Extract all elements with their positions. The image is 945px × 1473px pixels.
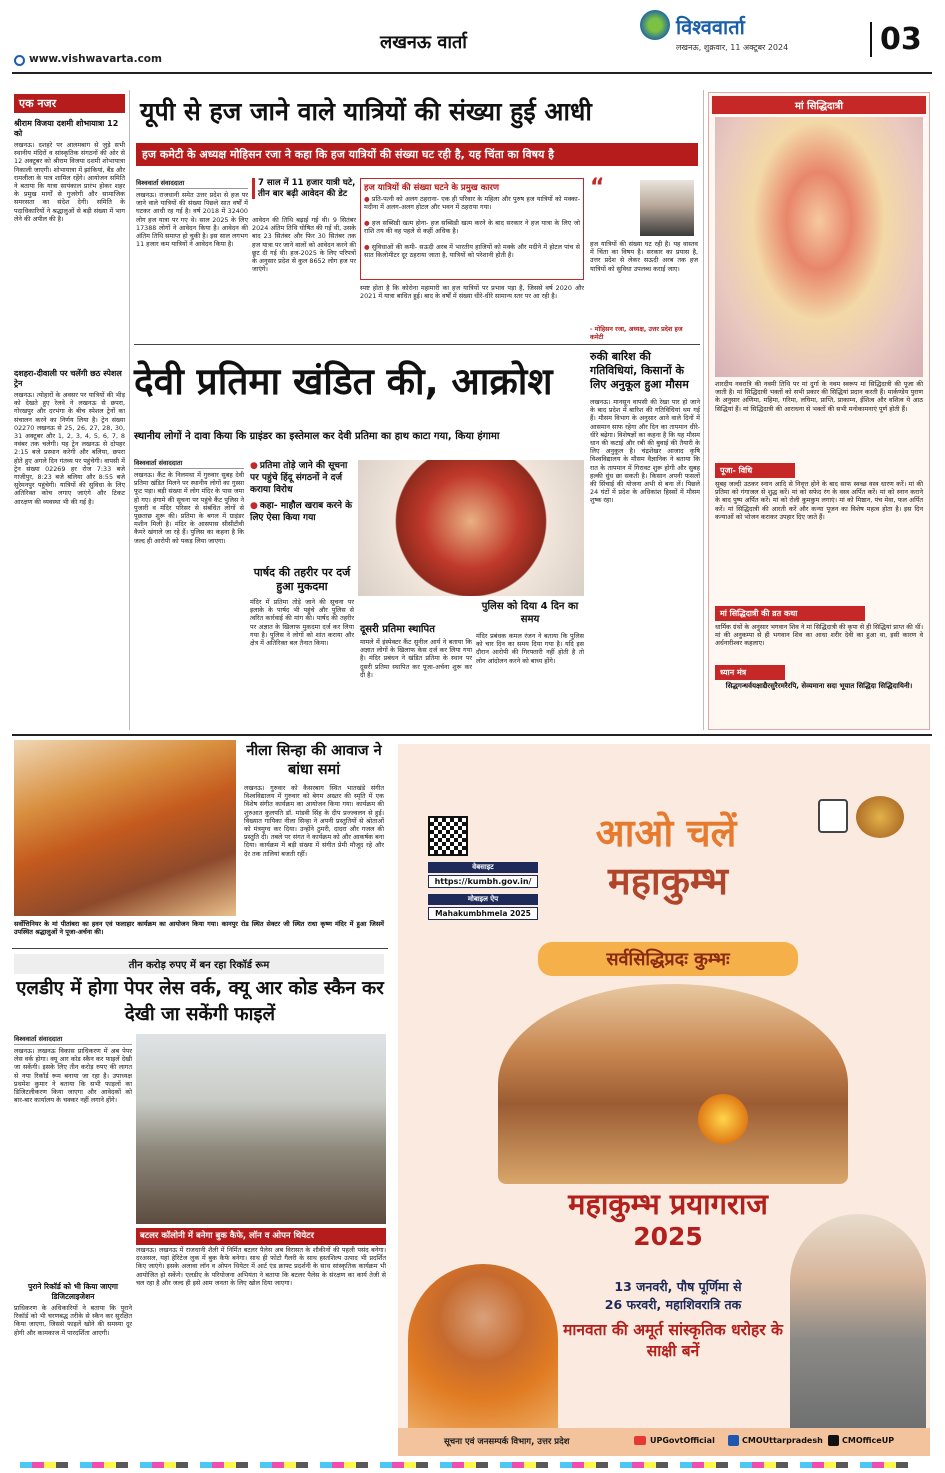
ek-nazar-item1-head: श्रीराम विजया दशमी शोभायात्रा 12 को — [14, 119, 119, 138]
ad-tagline: मानवता की अमूर्त सांस्कृतिक धरोहर के साक्षी बनें — [563, 1321, 783, 1360]
haj-highlight-box — [252, 178, 356, 214]
haj-reason3: ● सुविधाओं की कमी- सऊदी अरब में भारतीय हाजियों को मक्के और मदीने में होटल पांच से सात किलोमीटर दूर ठहराया जाता है, यात्रियों को परेशानी होती है। — [364, 243, 580, 269]
devi-bullets — [250, 460, 354, 560]
lda-body1: लखनऊ। लखनऊ विकास प्राधिकरण में अब पेपर लेस वर्क होगा। क्यू आर कोड स्कैन कर फाइलें देखी जा सकेंगी। इसके लिए तीन करोड़ रुपए की लागत से नया रिकॉर्ड रूम बनाया जा रहा है। उपाध्यक्ष प्रथमेश कुमार ने बताया कि सभी फाइलों का डिजिटलीकरण किया जाएगा और आवेदकों को बार-बार कार्यालय के चक्कर नहीं लगाने होंगे। — [14, 1047, 132, 1105]
devi-bullet2: ● कहा- माहौल खराब करने के लिए ऐसा किया गया — [250, 500, 354, 524]
devi-subhead: स्थानीय लोगों ने दावा किया कि ग्राइंडर का इस्तेमाल कर देवी प्रतिमा का हाथ काटा गया, किया हंगामा — [134, 431, 500, 442]
haj-headline: यूपी से हज जाने वाले यात्रियों की संख्या हुई आधी — [140, 97, 592, 126]
goddess-image — [715, 117, 923, 377]
ad-footer — [398, 1428, 930, 1456]
ad-event-name: महाकुम्भ प्रयागराज — [568, 1187, 768, 1221]
masthead-rule — [12, 72, 932, 74]
color-registration-strip — [20, 1462, 920, 1468]
ad-website-url[interactable]: https://kumbh.gov.in/ — [428, 875, 538, 888]
ad-social2[interactable]: CMOUttarpradesh — [742, 1436, 823, 1445]
facebook-icon — [728, 1435, 739, 1446]
ad-title-line1: आओ चलें — [595, 810, 737, 855]
ek-nazar-title: एक नजर — [14, 94, 125, 113]
lda-byline: विश्ववार्ता संवाददाता — [14, 1034, 132, 1045]
mid-rule — [12, 734, 932, 736]
brand-name: विश्ववार्ता — [676, 15, 745, 39]
mahakumbh-logo-icon — [856, 796, 904, 838]
ad-banner: सर्वसिद्धिप्रदः कुम्भः — [538, 942, 798, 976]
ek-nazar-column — [14, 94, 125, 730]
rain-body: लखनऊ। मानसून वापसी की रेखा पार हो जाने के बाद प्रदेश में बारिश की गतिविधियां थम गई हैं। मौसम विभाग के अनुसार आने वाले दिनों में आसमान साफ रहेगा और दिन का तापमान धीरे-धीरे बढ़ेगा। विशेषज्ञों का कहना है कि यह मौसम धान की कटाई और रबी की बुवाई की तैयारी के लिए अनुकूल है। चंद्रशेखर आजाद कृषि विश्वविद्यालय के मौसम वैज्ञानिक ने बताया कि रात के तापमान में गिरावट शुरू होगी और सुबह हल्की धुंध छा सकती है। किसान अपनी फसलों की सिंचाई की योजना अभी से बना लें। पिछले 24 घंटों में प्रदेश के अधिकांश हिस्सों में मौसम शुष्क रहा। — [590, 398, 700, 505]
lda-col1 — [14, 1034, 132, 1454]
havan-photo — [14, 740, 236, 916]
ek-nazar-item2-head: दशहरा-दीवाली पर चलेंगी छठ स्पेशल ट्रेन — [14, 369, 122, 388]
havan-caption: सर्वोत्तिनियर के मां पीतांबरा का हवन एवं फलाहार कार्यक्रम का आयोजन किया गया। कानपुर रोड स्थित सेक्टर जी स्थित राधा कृष्ण मंदिर में हुआ जिसमें उपस्थित श्रद्धालुओं ने पूजा-अर्चना की। — [14, 920, 384, 937]
pm-modi-photo — [790, 1214, 926, 1444]
devi-col1 — [134, 458, 244, 730]
vidhi-title: पूजा- विधि — [715, 463, 795, 478]
globe-icon — [14, 55, 25, 66]
ad-qr-code[interactable] — [428, 816, 468, 856]
devi-bullet1: ● प्रतिमा तोड़े जाने की सूचना पर पहुंचे हिंदू संगठनों ने दर्ज कराया विरोध — [250, 460, 354, 496]
lda-sub1: पुराने रिकॉर्ड को भी किया जाएगा डिजिटलाइजेशन — [28, 1282, 118, 1301]
ad-dates-line2: 26 फरवरी, महाशिवरात्रि तक — [604, 1297, 742, 1312]
mantra-body: सिद्धगन्धर्वयक्षाद्यैरसुरैरमरैरपि, सेव्यमाना सदा भूयात सिद्धिदा सिद्धिदायिनी। — [725, 682, 913, 690]
ad-dates-line1: 13 जनवरी, पौष पूर्णिमा से — [614, 1279, 742, 1294]
haj-reasons-box — [360, 178, 584, 280]
haj-body1: लखनऊ। राजधानी समेत उत्तर प्रदेश से हज पर जाने वाले यात्रियों की संख्या पिछले सात वर्षों में घटकर आधी रह गई है। वर्ष 2018 में 32400 लोग हज यात्रा पर गए थे। साल 2025 के लिए 17388 लोगों ने आवेदन किया है। आवेदन की अंतिम तिथि समाप्त हो चुकी है। इस साल लगभग 11 हजार कम यात्रियों ने आवेदन किया है। — [136, 191, 248, 249]
om-kalash-icon — [698, 1094, 748, 1144]
ad-title-line2: महाकुम्भ — [607, 858, 729, 903]
haj-body2: आवेदन की तिथि बढ़ाई गई थी। 9 सितंबर 2024 अंतिम तिथि घोषित की गई थी, उसके बाद 23 सितंबर और फिर 30 सितंबर तक हज यात्रा पर जाने वालों को आवेदन करने की छूट दी गई थी। हज-2025 के लिए परिपत्रों के अनुसार प्रदेश से कुल 8652 लोग हज पर जाएंगे। — [252, 216, 356, 274]
lda-headline: एलडीए में होगा पेपर लेस वर्क, क्यू आर कोड स्कैन कर देखी जा सकेंगी फाइलें — [16, 978, 384, 1025]
rain-headline: रुकी बारिश की गतिविधियां, किसानों के लिए अनुकूल हुआ मौसम — [590, 350, 689, 391]
lda-kicker: तीन करोड़ रुपए में बन रहा रिकॉर्ड रूम — [14, 954, 384, 974]
devi-body4: मंदिर प्रबंधक कमल रंजन ने बताया कि पुलिस को चार दिन का समय दिया गया है। यदि इस दौरान आरोपी की गिरफ्तारी नहीं होती है तो लोग आंदोलन करने को बाध्य होंगे। — [476, 632, 584, 665]
ad-website-label: वेबसाइट — [428, 862, 538, 873]
devi-body3: मामले में इंस्पेक्टर कैंट सुनील आर्य ने बताया कि अज्ञात लोगों के खिलाफ केस दर्ज कर लिया गया है। मंदिर प्रबंधन ने खंडित प्रतिमा के स्थान पर दूसरी प्रतिमा स्थापित कर पूजा-अर्चना शुरू कर दी है। — [360, 638, 472, 679]
devi-second-statue-head: दूसरी प्रतिमा स्थापित — [360, 624, 435, 635]
katha-body: धार्मिक ग्रंथों के अनुसार भगवान शिव ने मां सिद्धिदात्री की कृपा से ही सिद्धियां प्राप्त की थीं। मां की अनुकम्पा से ही भगवान शिव का आधा शरीर देवी का हुआ था, इसी कारण वे अर्धनारीश्वर कहलाए। — [715, 623, 923, 648]
haj-rule — [134, 344, 700, 345]
ad-social1[interactable]: UPGovtOfficial — [650, 1436, 715, 1445]
lda-body2: प्राधिकरण के अधिकारियों ने बताया कि पुराने रिकॉर्ड को भी चरणबद्ध तरीके से स्कैन कर सुरक्षित किया जाएगा, जिससे फाइलें खोने की समस्या दूर होगी और कामकाज में पारदर्शिता आएगी। — [14, 1304, 132, 1337]
haj-quote-author: - मोहिसन रजा, अध्यक्ष, उत्तर प्रदेश हज कमेटी — [590, 326, 683, 341]
ad-app-name[interactable]: Mahakumbhmela 2025 — [428, 907, 538, 920]
col-divider — [129, 90, 130, 730]
devi-byline: विश्ववार्ता संवाददाता — [134, 458, 244, 469]
x-twitter-icon — [828, 1435, 839, 1446]
katha-title: मां सिद्धिदात्री की व्रत कथा — [715, 606, 865, 621]
haj-reasons-title: हज यात्रियों की संख्या घटने के प्रमुख कारण — [364, 183, 500, 193]
haj-highlight: 7 साल में 11 हजार यात्री घटे, तीन बार बढ़ी आवेदन की डेट — [252, 178, 356, 199]
vidhi-body: सुबह जल्दी उठकर स्नान आदि से निवृत्त होने के बाद साफ स्वच्छ वस्त्र धारण करें। मां की प्रतिमा को गंगाजल से शुद्ध करें। मां को सफेद रंग के वस्त्र अर्पित करें। मां को स्नान कराने के बाद पुष्प अर्पित करें। मां को रोली कुमकुम लगाएं। मां को मिष्ठान, पंच मेवा, फल अर्पित करें। मां सिद्धिदात्री की आरती करें और कन्या पूजन का विशेष महत्व होता है। इस दिन कन्याओं को भोजन कराकर उपहार दिए जाते हैं। — [715, 480, 923, 521]
yogi-adityanath-photo — [408, 1264, 558, 1444]
butler-headline: बटलर कॉलोनी में बनेगा बुक कैफे, लॉन व ओपन थियेटर — [136, 1228, 386, 1245]
devi-police-box: पुलिस को दिया 4 दिन का समय — [481, 601, 579, 625]
ad-footer-dept: सूचना एवं जनसम्पर्क विभाग, उत्तर प्रदेश — [444, 1437, 570, 1447]
mantra-title: ध्यान मंत्र — [715, 665, 785, 680]
haj-col1 — [136, 178, 248, 261]
section-title: लखनऊ वार्ता — [380, 32, 467, 53]
page-number: 03 — [870, 22, 922, 57]
website-link[interactable]: www.vishwavarta.com — [29, 53, 162, 65]
butler-body: लखनऊ। लखनऊ में राजधानी शैली में निर्मित बटलर पैलेस अब विरासत के शौकीनों की पहली पसंद बनेगा। दरअसल, यहां हेरिटेज लुक में बुक कैफे बनेगा। साथ ही फोटो गैलरी के साथ हस्तशिल्प उत्पाद भी प्रदर्शित किए जाएंगे। इसके अलावा लॉन व ओपन थियेटर में आर्ट एंड क्राफ्ट प्रदर्शनी के साथ सांस्कृतिक कार्यक्रम भी आयोजित हो सकेंगे। एलडीए के परियोजना अभियंता ने बताया कि बटलर पैलेस के संरक्षण का कार्य तेजी से चल रहा है और जल्द ही इसे आम जनता के लिए खोल दिया जाएगा। — [136, 1246, 386, 1287]
haj-quote-box — [590, 175, 698, 341]
haj-byline: विश्ववार्ता संवाददाता — [136, 178, 248, 189]
quote-icon: “ — [590, 175, 605, 200]
siddhidatri-panel — [708, 92, 930, 730]
haj-body3: स्पष्ट होता है कि कोरोना महामारी का हज यात्रियों पर प्रभाव पड़ा है, जिससे वर्ष 2020 और 2021 में यात्रा बाधित हुई। बाद के वर्षों में संख्या धीरे-धीरे सामान्य स्तर पर आ रही है। — [360, 284, 584, 301]
up-govt-emblem-icon — [818, 799, 848, 833]
logo-icon — [640, 10, 670, 40]
dateline: लखनऊ, शुक्रवार, 11 अक्टूबर 2024 — [676, 43, 789, 52]
ad-event-year: 2025 — [633, 1222, 703, 1251]
lda-rule — [12, 948, 388, 949]
ad-app-label: मोबाइल ऐप — [428, 894, 538, 905]
haj-reason2: ● हज सब्सिडी खत्म होना- हज सब्सिडी खत्म करने के बाद सरकार ने हज यात्रा के लिए जो राशि तय की वह पहले से कहीं अधिक है। — [364, 219, 580, 243]
ek-nazar-item1-body: लखनऊ। दशहरे पर आलमबाग से जुड़े सभी स्थानीय मंदिरों व सांस्कृतिक संगठनों की ओर से 12 अक्टूबर को श्रीराम विजया दशमी शोभायात्रा निकाली जाएगी। शोभायात्रा में झांकियां, बैंड और रामलीला के पात्र शामिल रहेंगे। आयोजन समिति ने बताया कि यात्रा सायंकाल प्रारंभ होकर शहर के प्रमुख मार्गों से गुजरेगी और सामाजिक समरसता का संदेश देगी। समिति के पदाधिकारियों ने श्रद्धालुओं से बड़ी संख्या में भाग लेने की अपील की है। — [14, 141, 125, 223]
ad-social3[interactable]: CMOfficeUP — [842, 1436, 895, 1445]
ek-nazar-item2-body: लखनऊ। त्योहारों के अवसर पर यात्रियों की भीड़ को देखते हुए रेलवे ने लखनऊ से छपरा, गोरखपुर और दरभंगा के बीच स्पेशल ट्रेनों का संचालन करने का निर्णय लिया है। ट्रेन संख्या 02270 लखनऊ से 25, 26, 27, 28, 30, 31 अक्टूबर और 1, 2, 3, 4, 5, 6, 7, 8 नवंबर तक चलेगी। यह ट्रेन लखनऊ से दोपहर 2:15 बजे प्रस्थान करेगी और बलिया, छपरा होते हुए अगले दिन गंतव्य पर पहुंचेगी। वापसी में ट्रेन संख्या 02269 हर रोज 7:33 बजे गाजीपुर, 8:23 बजे बलिया और 8:55 बजे सुरेमनपुर पहुंचेगी। यात्रियों की सुविधा के लिए अतिरिक्त कोच लगाए जाएंगे और टिकट आरक्षण की व्यवस्था भी की गई है। — [14, 391, 125, 506]
mahakumbh-ad — [398, 744, 930, 1456]
devi-headline: देवी प्रतिमा खंडित की, आक्रोश — [134, 360, 553, 403]
devi-parshad-head: पार्षद की तहरीर पर दर्ज हुआ मुकदमा — [253, 566, 351, 593]
nila-body: लखनऊ। गुरुवार को कैसरबाग स्थित भातखंडे संगीत विश्वविद्यालय में गुरुवार को बेगम अख्तर की स्मृति में एक विशेष संगीत कार्यक्रम का आयोजन किया गया। कार्यक्रम की शुरुआत कुलपति डॉ. मांडवी सिंह के दीप प्रज्ज्वलन से हुई। विख्यात गायिका नीला सिन्हा ने अपनी प्रस्तुतियों से श्रोताओं को मंत्रमुग्ध कर दिया। उन्होंने ठुमरी, दादरा और गजल की प्रस्तुति दी। तबले पर संगत ने कार्यक्रम को और आकर्षक बना दिया। कार्यक्रम में बड़ी संख्या में संगीत प्रेमी मौजूद रहे और देर तक तालियां बजती रहीं। — [244, 784, 384, 858]
ad-sadhus-image — [498, 984, 848, 1184]
masthead — [0, 0, 945, 74]
mohsin-raza-photo — [640, 180, 694, 236]
devi-body2: मंदिर में प्रतिमा तोड़े जाने की सूचना पर इलाके के पार्षद भी पहुंचे और पुलिस से त्वरित कार्रवाई की मांग की। पार्षद की तहरीर पर अज्ञात के खिलाफ मुकदमा दर्ज कर लिया गया है। पुलिस ने लोगों को शांत कराया और क्षेत्र में अतिरिक्त बल तैनात किया। — [250, 598, 354, 648]
siddhidatri-title: मां सिद्धिदात्री — [712, 96, 926, 114]
haj-quote: हज यात्रियों की संख्या घट रही है। यह वास्तव में चिंता का विषय है। सरकार का प्रयास है, उत्तर प्रदेश से लेकर सऊदी अरब तक हज यात्रियों को सुविधा उपलब्ध कराई जाए। — [590, 240, 698, 273]
devi-body1: लखनऊ। कैंट के निलमथा में गुरुवार सुबह देवी प्रतिमा खंडित मिलने पर स्थानीय लोगों का गुस्सा फूट पड़ा। बड़ी संख्या में लोग मंदिर के पास जमा हो गए। हंगामे की सूचना पर पहुंचे कैंट पुलिस ने पुजारी व मंदिर परिसर से संबंधित लोगों से पूछताछ शुरू की। प्रतिमा के बगल में ग्राइंडर मशीन मिली है। मंदिर के आसपास सीसीटीवी कैमरे खंगाले जा रहे हैं। पुलिस का कहना है कि जल्द ही आरोपी को पकड़ लिया जाएगा। — [134, 471, 244, 545]
haj-reason1: ● प्रति-पत्नी को अलग ठहराना- एक ही परिवार के महिला और पुरुष हज यात्रियों को मक्का-मदीना में अलग-अलग होटल और भवन में ठहराया गया। — [364, 195, 580, 219]
siddhidatri-desc: शारदीय नवरात्रि की नवमी तिथि पर मां दुर्गा के नवम स्वरूप मां सिद्धिदात्री की पूजा की जाती है। मां सिद्धिदात्री भक्तों को सभी प्रकार की सिद्धियां प्रदान करती हैं। मार्कण्डेय पुराण के अनुसार अणिमा, महिमा, गरिमा, लघिमा, प्राप्ति, प्राकाम्य, ईशित्व और वशित्व ये आठ सिद्धियां हैं। मां सिद्धिदात्री की आराधना से भक्तों की सभी मनोकामनाएं पूर्ण होती हैं। — [715, 380, 923, 413]
haj-subhead: हज कमेटी के अध्यक्ष मोहिसन रजा ने कहा कि हज यात्रियों की संख्या घट रही है, यह चिंता का विषय है — [136, 143, 698, 166]
youtube-icon — [634, 1436, 646, 1445]
col-divider — [703, 90, 704, 730]
lda-meeting-photo — [136, 1034, 386, 1224]
devi-statue-photo — [358, 460, 584, 596]
nila-headline: नीला सिन्हा की आवाज ने बांधा समां — [246, 743, 382, 778]
